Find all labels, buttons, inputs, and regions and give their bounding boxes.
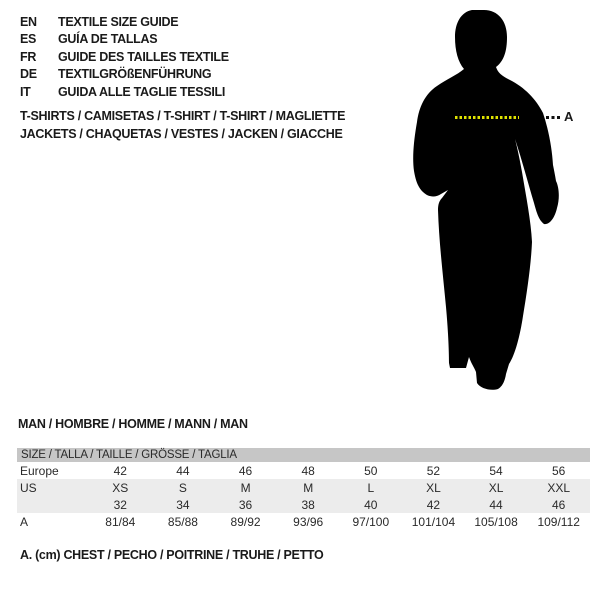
language-title: TEXTILE SIZE GUIDE xyxy=(58,14,179,29)
man-silhouette xyxy=(410,8,562,393)
cell: 56 xyxy=(552,463,566,478)
cell: 85/88 xyxy=(167,514,198,529)
language-title: GUÍA DE TALLAS xyxy=(58,32,158,47)
cell: XXL xyxy=(547,480,571,495)
size-table-header: SIZE / TALLA / TAILLE / GRÖSSE / TAGLIA xyxy=(17,448,590,462)
cell: 97/100 xyxy=(352,514,390,529)
row-label: A xyxy=(20,514,29,529)
cell: 54 xyxy=(489,463,503,478)
cell: 46 xyxy=(552,497,566,512)
table-row-a-chest xyxy=(17,513,590,530)
cell: 101/104 xyxy=(411,514,456,529)
language-row-it xyxy=(20,83,229,101)
language-row-de xyxy=(20,66,229,84)
language-code: DE xyxy=(20,67,37,82)
category-jackets: JACKETS / CHAQUETAS / VESTES / JACKEN / GIACCHE xyxy=(20,126,343,141)
language-row-es xyxy=(20,31,229,49)
man-silhouette-figure xyxy=(410,8,562,393)
language-row-en xyxy=(20,13,229,31)
cell: 38 xyxy=(301,497,315,512)
language-code: IT xyxy=(20,84,31,99)
table-row-europe xyxy=(17,462,590,479)
cell: XL xyxy=(426,480,441,495)
cell: 46 xyxy=(238,463,253,478)
cell: L xyxy=(367,480,375,495)
table-row-us-numbers xyxy=(17,496,590,513)
table-row-us-letters xyxy=(17,479,590,496)
language-title: GUIDE DES TAILLES TEXTILE xyxy=(58,49,229,64)
chest-measure-dashes-leader xyxy=(546,116,562,119)
cell: 32 xyxy=(113,497,127,512)
row-label: Europe xyxy=(20,463,59,478)
cell: 48 xyxy=(301,463,315,478)
cell: M xyxy=(240,480,251,495)
section-heading-man: MAN / HOMBRE / HOMME / MANN / MAN xyxy=(18,417,248,431)
cell: 44 xyxy=(489,497,503,512)
cell: 89/92 xyxy=(230,514,261,529)
cell: 52 xyxy=(426,463,441,478)
language-code: EN xyxy=(20,14,37,29)
cell: XS xyxy=(112,480,129,495)
cell: 105/108 xyxy=(474,514,518,529)
cell: M xyxy=(303,480,314,495)
cell: 93/96 xyxy=(293,514,324,529)
cell: 44 xyxy=(176,463,190,478)
cell: 36 xyxy=(238,497,253,512)
language-code: ES xyxy=(20,32,37,47)
row-label: US xyxy=(20,480,37,495)
cell: S xyxy=(178,480,187,495)
cell: 50 xyxy=(364,463,378,478)
cell: XL xyxy=(488,480,504,495)
language-row-fr xyxy=(20,48,229,66)
category-tshirts: T-SHIRTS / CAMISETAS / T-SHIRT / T-SHIRT / MAGLIETTE xyxy=(20,109,346,123)
size-table xyxy=(17,448,590,530)
language-code: FR xyxy=(20,49,37,64)
language-title: TEXTILGRÖßENFÜHRUNG xyxy=(58,67,212,82)
cell: 42 xyxy=(113,463,127,478)
measure-label-a: A xyxy=(564,109,574,124)
cell: 40 xyxy=(364,497,378,512)
chest-measure-dashes-on-body xyxy=(455,116,519,119)
cell: 42 xyxy=(426,497,441,512)
garment-categories xyxy=(20,108,345,143)
measurement-footnote: A. (cm) CHEST / PECHO / POITRINE / TRUHE / PETTO xyxy=(20,548,324,562)
cell: 34 xyxy=(176,497,190,512)
language-title: GUIDA ALLE TAGLIE TESSILI xyxy=(58,84,226,99)
language-title-list xyxy=(20,13,229,101)
cell: 81/84 xyxy=(105,514,136,529)
cell: 109/112 xyxy=(537,514,580,529)
